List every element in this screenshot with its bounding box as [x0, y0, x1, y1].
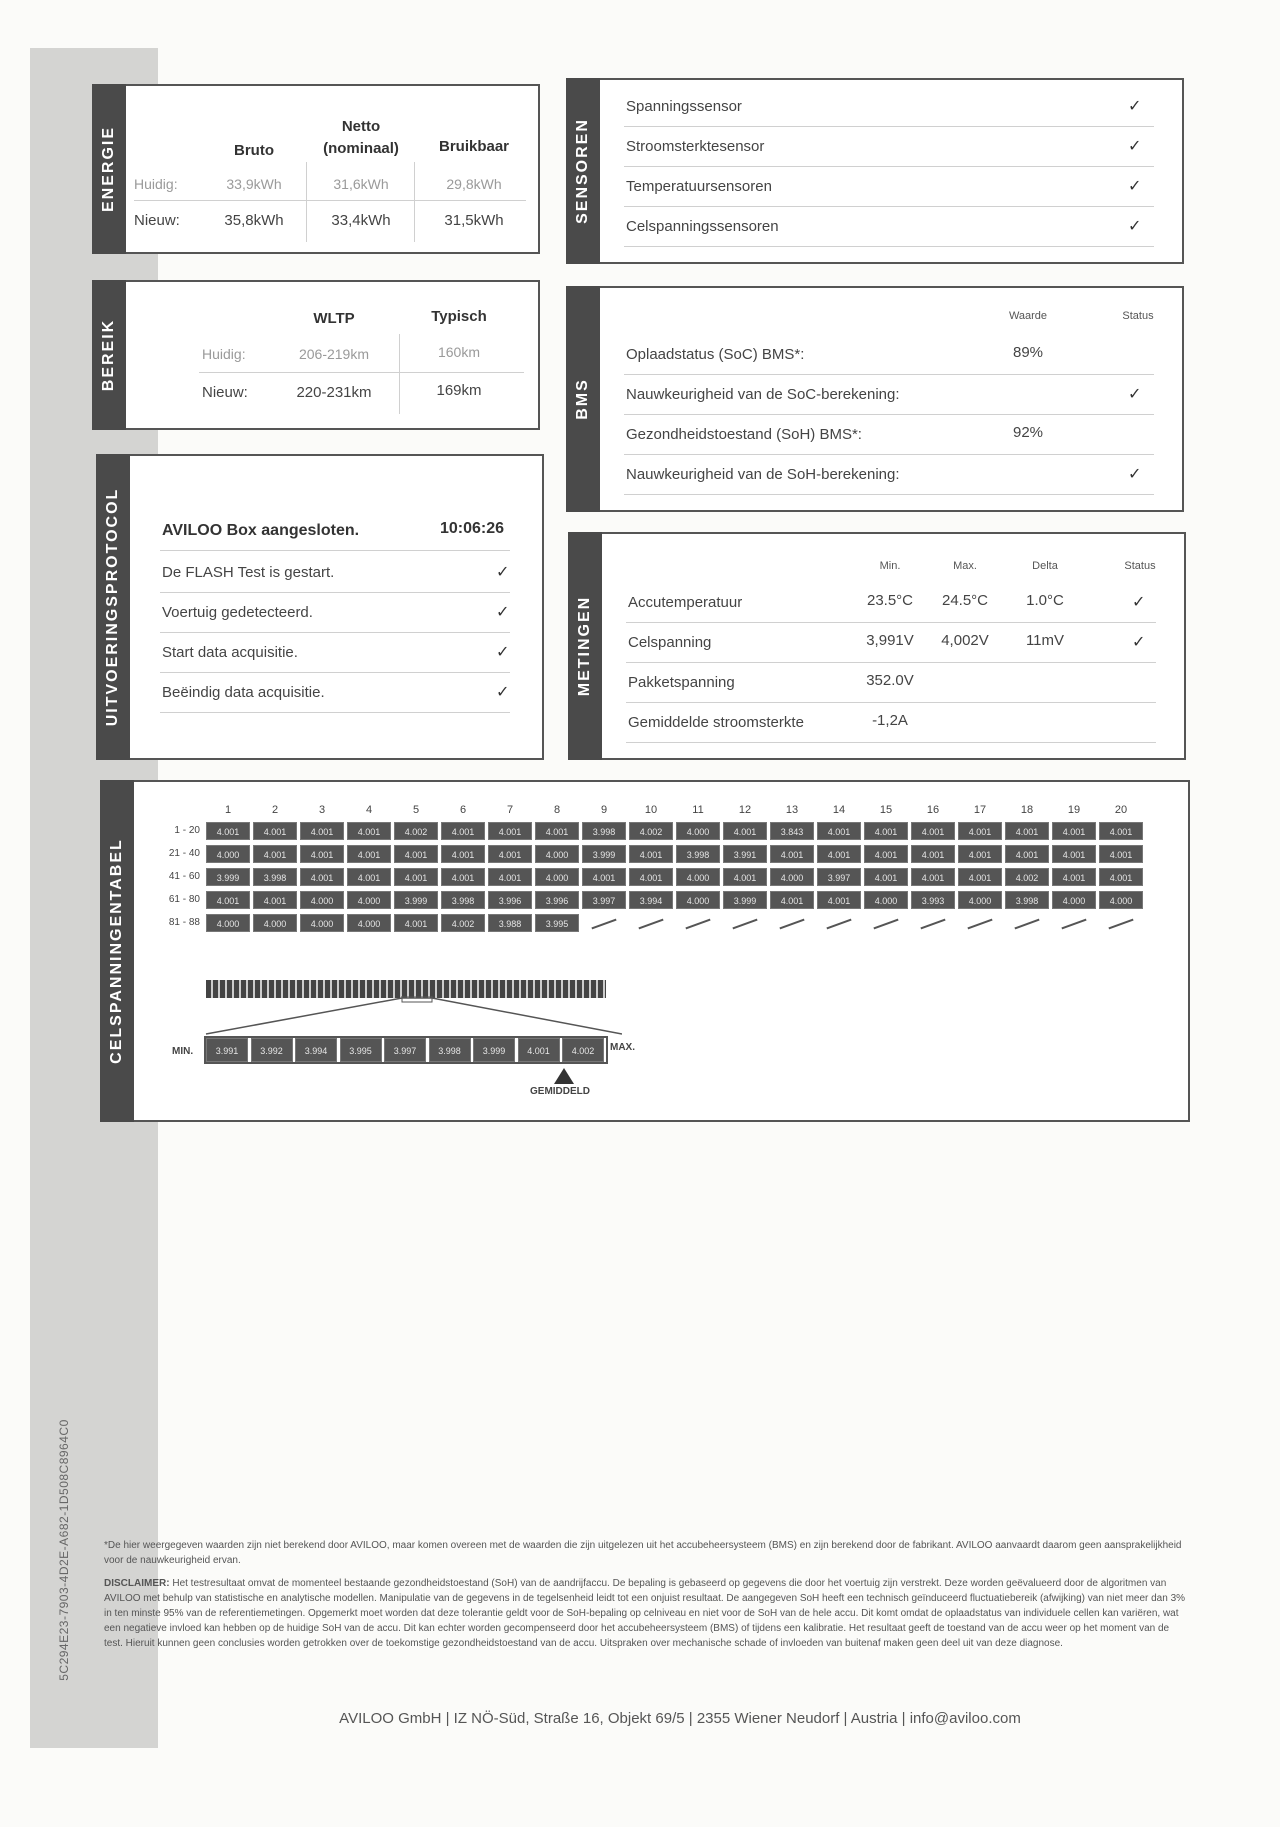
cell-voltage: 4.001	[300, 845, 344, 863]
bereik-huidig-label: Huidig:	[202, 346, 246, 362]
bms-row-label: Oplaadstatus (SoC) BMS*:	[626, 346, 805, 363]
energie-card	[92, 84, 540, 254]
cell-voltage: 4.001	[1052, 868, 1096, 886]
cell-voltage: 4.001	[629, 845, 673, 863]
cell-voltage: 4.000	[206, 914, 250, 932]
scale-value: 3.991	[206, 1038, 248, 1062]
cell-voltage: 4.000	[676, 891, 720, 909]
cell-voltage: 3.995	[535, 914, 579, 932]
cell-voltage: 3.996	[535, 891, 579, 909]
cell-voltage: 3.988	[488, 914, 532, 932]
cell-voltage: 4.001	[441, 868, 485, 886]
cell-voltage: 3.998	[676, 845, 720, 863]
cell-voltage: 4.001	[394, 914, 438, 932]
check-icon: ✓	[1128, 218, 1142, 235]
cell-voltage: 4.001	[394, 868, 438, 886]
check-icon: ✓	[1132, 634, 1146, 651]
energie-row-huidig-label: Huidig:	[134, 176, 178, 192]
cell-voltage: 4.001	[911, 845, 955, 863]
empty-cell-slash	[685, 919, 710, 930]
protocol-item-label: Voertuig gedetecteerd.	[162, 604, 313, 621]
row-divider	[160, 672, 510, 673]
cell-voltage: 4.001	[1052, 845, 1096, 863]
empty-cell-slash	[967, 919, 992, 930]
row-divider	[624, 454, 1154, 455]
cell-voltage: 3.997	[582, 891, 626, 909]
cell-voltage: 4.002	[629, 822, 673, 840]
empty-cell-slash	[1014, 919, 1039, 930]
metingen-row-min: 23.5°C	[866, 592, 914, 609]
cell-voltage: 4.001	[817, 845, 861, 863]
cell-voltage: 3.998	[253, 868, 297, 886]
average-marker-icon	[554, 1068, 574, 1084]
cell-voltage: 4.001	[817, 891, 861, 909]
cell-voltage: 4.001	[347, 868, 391, 886]
scale-max-label: MAX.	[610, 1042, 635, 1053]
cell-voltage: 4.000	[206, 845, 250, 863]
row-divider	[624, 374, 1154, 375]
empty-cell-slash	[873, 919, 898, 930]
cell-voltage: 4.001	[1099, 845, 1143, 863]
metingen-row-label: Gemiddelde stroomsterkte	[628, 714, 804, 731]
row-divider	[624, 126, 1154, 127]
energie-row-nieuw-label: Nieuw:	[134, 212, 180, 229]
bms-row-value: 89%	[1012, 344, 1044, 361]
protocol-card	[96, 454, 544, 760]
check-icon: ✓	[496, 564, 510, 581]
cell-voltage: 4.000	[535, 868, 579, 886]
disclaimer-text: Het testresultaat omvat de momenteel bestaande gezondheidstoestand (SoH) van de aandrijfaccu. De bepaling is gebaseerd op gegevens die door het voertuig zijn verstrekt. Deze worden geëvalueerd door de algoritmen van AVILOO met behulp van statistische en analytische modellen. Manipulatie van de gegevens in de tegelsenheid leidt tot een onjuist resultaat. De aangegeven SoH heeft een technisch geïnduceerd fluctuatiebereik (afwijking) van niet meer dan 3% in ten minste 95% van de referentiemetingen. Opgemerkt moet worden dat deze tolerantie geldt voor de SoH-bepaling op celniveau en niet voor de SoH van de hele accu. Dit komt omdat de oplaadstatus van individuele cellen kan variëren, wat een negatieve invloed kan hebben op de huidige SoH van de accu. Dit kan echter worden gecompenseerd door het accubeheersysteem (BMS) of tijdens een kalibratie. Het resultaat geeft de toestand van de accu weer op het moment van de test. Hieruit kunnen geen conclusies worden getrokken over de toekomstige gezondheidstoestand van de accu. Uitspraken over mechanische schade of invloeden van buitenaf maken geen deel uit van deze diagnose.	[104, 1578, 1186, 1649]
bereik-nieuw-wltp: 220-231km	[296, 384, 372, 401]
row-divider	[624, 166, 1154, 167]
cell-voltage: 4.000	[300, 891, 344, 909]
row-divider	[626, 622, 1156, 623]
energie-nieuw-bruikbaar: 31,5kWh	[444, 212, 504, 229]
cell-voltage: 3.998	[441, 891, 485, 909]
cell-voltage: 4.001	[723, 868, 767, 886]
cell-voltage: 4.001	[958, 845, 1002, 863]
cell-voltage: 4.001	[723, 822, 767, 840]
cell-voltage: 3.993	[911, 891, 955, 909]
cell-voltage: 4.001	[770, 845, 814, 863]
cell-voltage: 4.001	[253, 845, 297, 863]
protocol-item-label: De FLASH Test is gestart.	[162, 564, 335, 581]
column-number: 17	[973, 804, 987, 816]
row-divider	[626, 662, 1156, 663]
column-number: 8	[553, 804, 561, 816]
bms-header-waarde: Waarde	[1008, 310, 1048, 322]
row-divider	[624, 414, 1154, 415]
metingen-row-label: Pakketspanning	[628, 674, 735, 691]
metingen-row-min: -1,2A	[872, 712, 908, 729]
cell-voltage: 3.998	[582, 822, 626, 840]
scale-value: 3.995	[340, 1038, 382, 1062]
metingen-row-min: 352.0V	[866, 672, 914, 689]
empty-cell-slash	[779, 919, 804, 930]
cell-voltage: 4.000	[300, 914, 344, 932]
row-label: 81 - 88	[168, 917, 200, 928]
cell-voltage: 4.000	[347, 914, 391, 932]
bms-tab: BMS	[566, 286, 600, 512]
scale-frame	[204, 1036, 608, 1064]
empty-cell-slash	[732, 919, 757, 930]
column-number: 2	[271, 804, 279, 816]
cell-voltage: 3.999	[394, 891, 438, 909]
column-number: 11	[692, 804, 704, 816]
cell-voltage: 4.001	[253, 891, 297, 909]
cell-voltage: 4.001	[488, 845, 532, 863]
scale-value: 3.999	[473, 1038, 515, 1062]
bms-header-status: Status	[1122, 310, 1154, 322]
footer-address: AVILOO GmbH | IZ NÖ-Süd, Straße 16, Objekt 69/5 | 2355 Wiener Neudorf | Austria | info@aviloo.com	[339, 1710, 1021, 1727]
column-number: 20	[1114, 804, 1128, 816]
check-icon: ✓	[496, 604, 510, 621]
cell-voltage: 3.999	[582, 845, 626, 863]
cell-voltage: 4.002	[441, 914, 485, 932]
protocol-time: 10:06:26	[440, 520, 505, 537]
cell-voltage: 4.001	[300, 822, 344, 840]
cell-voltage: 4.001	[347, 822, 391, 840]
cell-voltage: 4.000	[535, 845, 579, 863]
energie-nieuw-netto: 33,4kWh	[331, 212, 391, 229]
cell-voltage: 3.991	[723, 845, 767, 863]
cell-voltage: 4.001	[911, 868, 955, 886]
cell-voltage: 4.000	[676, 868, 720, 886]
scale-value: 3.992	[251, 1038, 293, 1062]
cell-voltage: 4.002	[1005, 868, 1049, 886]
cell-voltage: 4.001	[582, 868, 626, 886]
cell-voltage: 4.001	[441, 845, 485, 863]
cell-voltage: 4.001	[488, 868, 532, 886]
metingen-row-min: 3,991V	[866, 632, 914, 649]
cell-voltage: 4.001	[817, 822, 861, 840]
cell-voltage: 4.001	[864, 845, 908, 863]
bereik-nieuw-typisch: 169km	[436, 382, 482, 399]
cell-voltage: 4.001	[1005, 822, 1049, 840]
metingen-row-label: Celspanning	[628, 634, 712, 651]
empty-cell-slash	[1061, 919, 1086, 930]
bereik-nieuw-label: Nieuw:	[202, 384, 248, 401]
row-divider	[160, 632, 510, 633]
row-label: 1 - 20	[174, 825, 200, 836]
sensor-item-label: Spanningssensor	[626, 98, 742, 115]
row-divider	[160, 712, 510, 713]
bms-row-label: Nauwkeurigheid van de SoH-berekening:	[626, 466, 900, 483]
cell-voltage: 4.001	[206, 891, 250, 909]
cell-voltage: 3.998	[1005, 891, 1049, 909]
column-number: 1	[224, 804, 232, 816]
column-number: 7	[506, 804, 514, 816]
row-divider	[624, 206, 1154, 207]
column-number: 13	[785, 804, 799, 816]
cell-voltage: 3.999	[723, 891, 767, 909]
row-label: 61 - 80	[168, 894, 200, 905]
empty-cell-slash	[638, 919, 663, 930]
footnote: *De hier weergegeven waarden zijn niet berekend door AVILOO, maar komen overeen met de waarden die zijn uitgelezen uit het accubeheersysteem (BMS) en zijn berekend door de fabrikant. AVILOO aanvaardt daarom geen aansprakelijkheid voor de nauwkeurigheid ervan.	[104, 1540, 1182, 1566]
metingen-header-min: Min.	[879, 560, 901, 572]
metingen-tab: METINGEN	[568, 532, 602, 760]
metingen-header-status: Status	[1124, 560, 1156, 572]
document-id: 5C294E23-7903-4D2E-A682-1D508C8964C0	[57, 1419, 71, 1681]
column-number: 9	[600, 804, 608, 816]
cell-voltage: 3.999	[206, 868, 250, 886]
row-label: 21 - 40	[168, 848, 200, 859]
column-number: 15	[879, 804, 893, 816]
sensor-item-label: Stroomsterktesensor	[626, 138, 765, 155]
check-icon: ✓	[1128, 98, 1142, 115]
row-divider	[626, 702, 1156, 703]
cell-voltage: 4.001	[253, 822, 297, 840]
bereik-header-typisch: Typisch	[431, 308, 487, 325]
bms-row-label: Nauwkeurigheid van de SoC-berekening:	[626, 386, 900, 403]
column-number: 6	[459, 804, 467, 816]
scale-avg-label: GEMIDDELD	[530, 1086, 590, 1097]
bereik-tab: BEREIK	[92, 280, 126, 430]
metingen-row-max: 4,002V	[941, 632, 989, 649]
column-number: 18	[1020, 804, 1034, 816]
sensor-item-label: Celspanningssensoren	[626, 218, 779, 235]
celspanning-tab: CELSPANNINGENTABEL	[100, 780, 134, 1122]
column-number: 5	[412, 804, 420, 816]
cell-voltage: 4.001	[629, 868, 673, 886]
scale-value: 3.997	[384, 1038, 426, 1062]
scale-value: 3.998	[429, 1038, 471, 1062]
cell-voltage: 4.001	[206, 822, 250, 840]
scale-value: 4.002	[562, 1038, 604, 1062]
energie-header-netto: Netto (nominaal)	[323, 118, 399, 157]
scale-value: 4.001	[518, 1038, 560, 1062]
energie-nieuw-bruto: 35,8kWh	[224, 212, 284, 229]
cell-voltage: 4.001	[441, 822, 485, 840]
metingen-row-label: Accutemperatuur	[628, 594, 743, 611]
cell-voltage: 4.001	[1005, 845, 1049, 863]
bereik-huidig-typisch: 160km	[437, 344, 481, 360]
column-number: 14	[832, 804, 846, 816]
metingen-row-delta: 1.0°C	[1026, 592, 1064, 609]
bereik-header-wltp: WLTP	[313, 310, 355, 327]
cell-voltage: 4.001	[535, 822, 579, 840]
cell-voltage: 4.000	[253, 914, 297, 932]
cell-voltage: 4.001	[488, 822, 532, 840]
cell-voltage: 4.000	[958, 891, 1002, 909]
empty-cell-slash	[1108, 919, 1133, 930]
bms-row-label: Gezondheidstoestand (SoH) BMS*:	[626, 426, 862, 443]
metingen-header-delta: Delta	[1032, 560, 1058, 572]
sensoren-tab: SENSOREN	[566, 78, 600, 264]
cell-voltage: 4.000	[676, 822, 720, 840]
cell-voltage: 4.001	[347, 845, 391, 863]
zoom-lines	[202, 996, 622, 1036]
protocol-header: AVILOO Box aangesloten.	[162, 522, 360, 539]
energie-header-bruto: Bruto	[234, 142, 274, 159]
bms-card	[566, 286, 1184, 512]
cell-voltage: 3.997	[817, 868, 861, 886]
sensor-item-label: Temperatuursensoren	[626, 178, 772, 195]
row-divider	[624, 246, 1154, 247]
cell-voltage: 4.001	[1099, 868, 1143, 886]
cell-voltage: 4.000	[1052, 891, 1096, 909]
energie-huidig-bruto: 33,9kWh	[226, 176, 282, 192]
metingen-header-max: Max.	[953, 560, 977, 572]
cell-voltage: 4.001	[864, 822, 908, 840]
scale-value: 3.994	[295, 1038, 337, 1062]
check-icon: ✓	[1128, 178, 1142, 195]
energie-huidig-netto: 31,6kWh	[333, 176, 389, 192]
cell-voltage: 4.001	[1052, 822, 1096, 840]
check-icon: ✓	[1132, 594, 1146, 611]
empty-cell-slash	[591, 919, 616, 930]
metingen-card	[568, 532, 1186, 760]
check-icon: ✓	[1128, 466, 1142, 483]
column-number: 4	[365, 804, 373, 816]
column-number: 16	[926, 804, 940, 816]
empty-cell-slash	[920, 919, 945, 930]
row-divider	[624, 494, 1154, 495]
protocol-item-label: Beëindig data acquisitie.	[162, 684, 325, 701]
check-icon: ✓	[496, 644, 510, 661]
cell-voltage: 4.001	[958, 868, 1002, 886]
column-number: 19	[1067, 804, 1081, 816]
check-icon: ✓	[1128, 386, 1142, 403]
metingen-row-max: 24.5°C	[941, 592, 989, 609]
bms-row-value: 92%	[1012, 424, 1044, 441]
cell-voltage: 4.000	[1099, 891, 1143, 909]
bereik-card	[92, 280, 540, 430]
cell-voltage: 4.001	[300, 868, 344, 886]
column-number: 12	[738, 804, 752, 816]
row-divider	[160, 592, 510, 593]
cell-voltage: 3.843	[770, 822, 814, 840]
bereik-huidig-wltp: 206-219km	[298, 346, 370, 362]
cell-voltage: 4.000	[770, 868, 814, 886]
row-divider	[626, 742, 1156, 743]
row-label: 41 - 60	[168, 871, 200, 882]
disclaimer-label: DISCLAIMER:	[104, 1578, 170, 1589]
sensoren-card	[566, 78, 1184, 264]
column-number: 10	[644, 804, 658, 816]
cell-voltage: 4.000	[864, 891, 908, 909]
disclaimer	[104, 1576, 1190, 1651]
cell-voltage: 3.996	[488, 891, 532, 909]
cell-voltage: 4.001	[770, 891, 814, 909]
cell-voltage: 4.001	[394, 845, 438, 863]
cell-voltage: 4.000	[347, 891, 391, 909]
protocol-tab: UITVOERINGSPROTOCOL	[96, 454, 130, 760]
cell-voltage: 4.001	[864, 868, 908, 886]
energie-huidig-bruikbaar: 29,8kWh	[446, 176, 502, 192]
empty-cell-slash	[826, 919, 851, 930]
protocol-item-label: Start data acquisitie.	[162, 644, 298, 661]
energie-tab: ENERGIE	[92, 84, 126, 254]
energie-header-bruikbaar: Bruikbaar	[438, 138, 510, 155]
check-icon: ✓	[1128, 138, 1142, 155]
cell-voltage: 4.001	[1099, 822, 1143, 840]
check-icon: ✓	[496, 684, 510, 701]
cell-voltage: 4.001	[958, 822, 1002, 840]
cell-voltage: 4.001	[911, 822, 955, 840]
scale-min-label: MIN.	[172, 1046, 194, 1057]
cell-voltage: 4.002	[394, 822, 438, 840]
column-number: 3	[318, 804, 326, 816]
metingen-row-delta: 11mV	[1025, 632, 1065, 649]
celspanning-card	[100, 780, 1190, 1122]
cell-voltage: 3.994	[629, 891, 673, 909]
